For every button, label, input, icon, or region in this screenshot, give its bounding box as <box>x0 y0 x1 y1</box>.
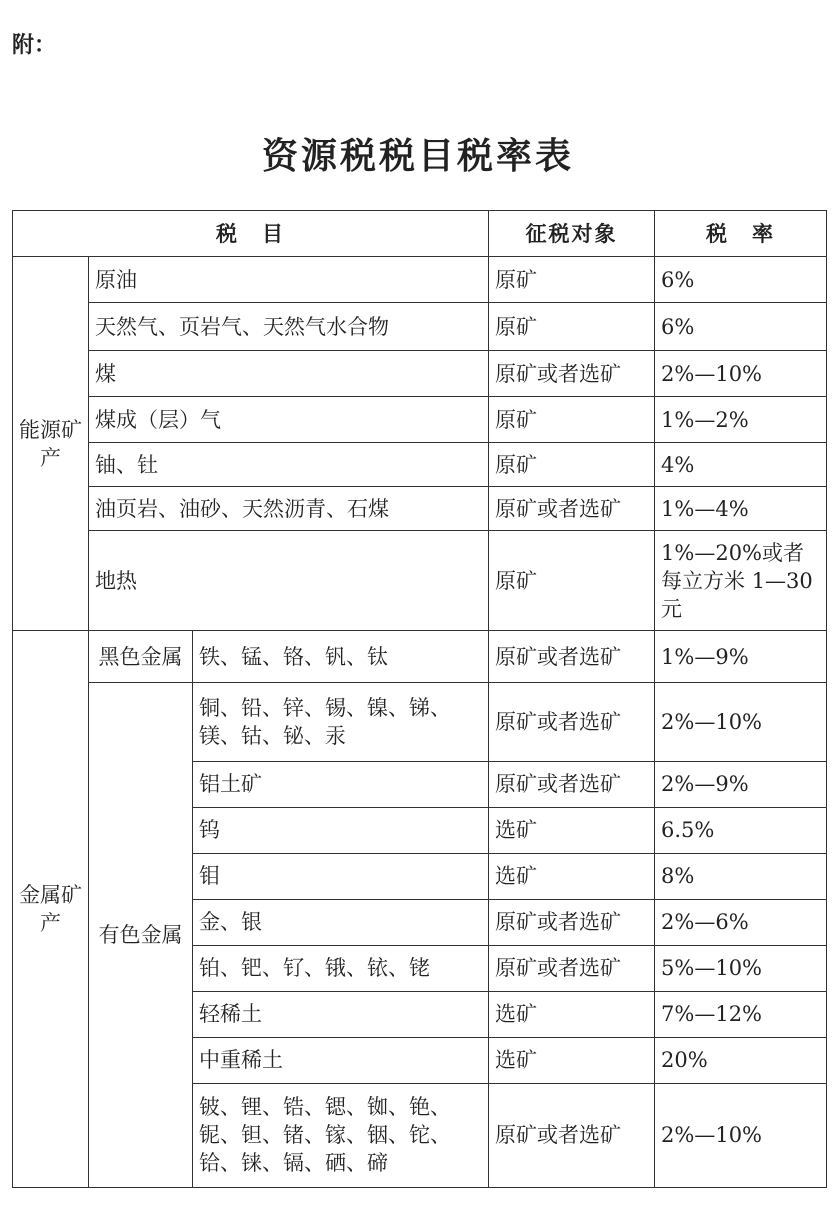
category-energy: 能源矿产 <box>13 257 89 631</box>
item-object: 原矿或者选矿 <box>489 487 655 531</box>
item-rate: 2%—9% <box>655 761 827 807</box>
item-rate: 2%—6% <box>655 899 827 945</box>
item-rate: 1%—20%或者每立方米 1—30元 <box>655 531 827 631</box>
table-row <box>13 397 827 443</box>
tax-rate-table <box>12 210 827 1188</box>
item-name: 铂、钯、钌、锇、铱、铑 <box>193 945 489 991</box>
item-object: 选矿 <box>489 1037 655 1083</box>
table-row <box>13 443 827 487</box>
item-rate: 2%—10% <box>655 1083 827 1187</box>
item-name: 轻稀土 <box>193 991 489 1037</box>
attachment-label: 附： <box>12 33 57 58</box>
item-name: 地热 <box>89 531 489 631</box>
item-name: 煤成（层）气 <box>89 397 489 443</box>
item-name: 金、银 <box>193 899 489 945</box>
item-rate: 2%—10% <box>655 351 827 397</box>
item-name: 煤 <box>89 351 489 397</box>
item-rate: 4% <box>655 443 827 487</box>
item-name: 铜、铅、锌、锡、镍、锑、镁、钴、铋、汞 <box>193 683 489 761</box>
item-name: 油页岩、油砂、天然沥青、石煤 <box>89 487 489 531</box>
item-name: 铍、锂、锆、锶、铷、铯、铌、钽、锗、镓、铟、铊、铪、铼、镉、硒、碲 <box>193 1083 489 1187</box>
item-object: 原矿或者选矿 <box>489 631 655 683</box>
table-row <box>13 303 827 351</box>
table-row <box>13 683 827 761</box>
item-object: 选矿 <box>489 807 655 853</box>
item-rate: 1%—4% <box>655 487 827 531</box>
table-row <box>13 631 827 683</box>
item-rate: 1%—2% <box>655 397 827 443</box>
item-name: 铝土矿 <box>193 761 489 807</box>
item-rate: 6.5% <box>655 807 827 853</box>
item-name: 铀、钍 <box>89 443 489 487</box>
page-title: 资源税税目税率表 <box>261 136 574 177</box>
item-object: 原矿 <box>489 397 655 443</box>
header-rate: 税 率 <box>655 211 827 257</box>
item-name: 天然气、页岩气、天然气水合物 <box>89 303 489 351</box>
item-rate: 6% <box>655 303 827 351</box>
item-object: 原矿 <box>489 443 655 487</box>
item-rate: 2%—10% <box>655 683 827 761</box>
item-name: 钼 <box>193 853 489 899</box>
table-row <box>13 257 827 303</box>
item-name: 原油 <box>89 257 489 303</box>
item-name: 钨 <box>193 807 489 853</box>
item-name: 中重稀土 <box>193 1037 489 1083</box>
table-row <box>13 487 827 531</box>
group-nonferrous: 有色金属 <box>89 683 193 1188</box>
item-object: 选矿 <box>489 991 655 1037</box>
item-object: 原矿或者选矿 <box>489 683 655 761</box>
item-rate: 7%—12% <box>655 991 827 1037</box>
item-object: 原矿或者选矿 <box>489 761 655 807</box>
table-row <box>13 531 827 631</box>
table-header-row <box>13 211 827 257</box>
item-object: 原矿或者选矿 <box>489 899 655 945</box>
item-object: 原矿 <box>489 531 655 631</box>
item-object: 原矿或者选矿 <box>489 1083 655 1187</box>
header-item: 税 目 <box>13 211 489 257</box>
item-object: 原矿 <box>489 303 655 351</box>
category-metal: 金属矿产 <box>13 631 89 1188</box>
group-ferrous: 黑色金属 <box>89 631 193 683</box>
item-rate: 6% <box>655 257 827 303</box>
header-object: 征税对象 <box>489 211 655 257</box>
item-rate: 5%—10% <box>655 945 827 991</box>
item-rate: 8% <box>655 853 827 899</box>
item-name: 铁、锰、铬、钒、钛 <box>193 631 489 683</box>
item-object: 原矿 <box>489 257 655 303</box>
table-row <box>13 351 827 397</box>
item-rate: 20% <box>655 1037 827 1083</box>
item-rate: 1%—9% <box>655 631 827 683</box>
item-object: 原矿或者选矿 <box>489 945 655 991</box>
item-object: 原矿或者选矿 <box>489 351 655 397</box>
item-object: 选矿 <box>489 853 655 899</box>
